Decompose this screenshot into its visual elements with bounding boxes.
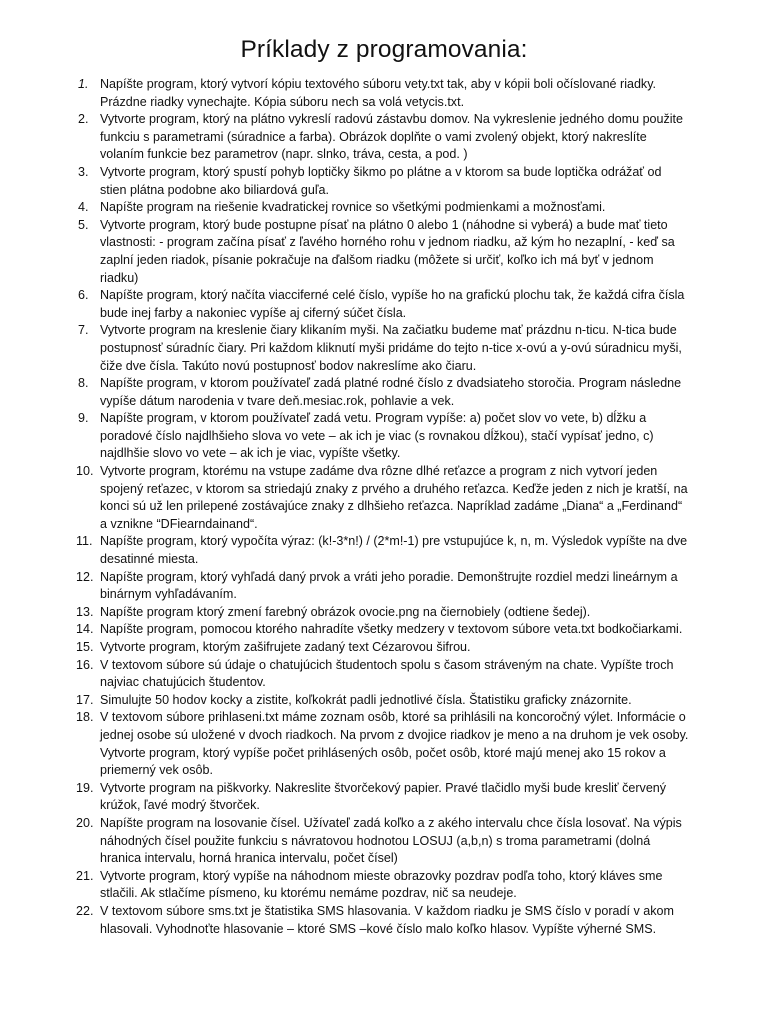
- exercise-item: [78, 199, 690, 217]
- exercise-item: [78, 322, 690, 375]
- exercise-number: 5.: [78, 217, 89, 232]
- exercise-item: [78, 287, 690, 322]
- exercise-text: Simulujte 50 hodov kocky a zistite, koľkokrát padli jednotlivé čísla. Štatistiku graficky znázornite.: [100, 692, 632, 707]
- exercise-item: [78, 657, 690, 692]
- exercise-text: Napíšte program, ktorý načíta viacciferné celé číslo, vypíše ho na grafickú plochu tak, že každá cifra čísla bude inej farby a nakoniec vypíše aj ciferný súčet čísla.: [100, 288, 685, 320]
- exercise-text: Napíšte program, ktorý vytvorí kópiu textového súboru vety.txt tak, aby v kópii boli očíslované riadky. Prázdne riadky vynechajte. Kópia súboru nech sa volá vetycis.txt.: [100, 77, 657, 109]
- exercise-number: 16.: [76, 657, 94, 672]
- exercise-text: Napíšte program na losovanie čísel. Užívateľ zadá koľko a z akého intervalu chce čísla losovať. Na výpis náhodných čísel použite funkciu s návratovou hodnotou LOSUJ (a,b,n) s troma parametrami (dolná hranica intervalu, horná hranica intervalu, počet čísel): [100, 815, 682, 866]
- exercise-number: 1.: [78, 77, 89, 91]
- exercise-item: [78, 375, 690, 410]
- exercise-item: [78, 621, 690, 639]
- exercise-number: 7.: [78, 323, 89, 338]
- exercise-item: [78, 604, 690, 622]
- exercise-item: [78, 692, 690, 710]
- exercise-text: V textovom súbore prihlaseni.txt máme zoznam osôb, ktoré sa prihlásili na koncoročný výlet. Informácie o jednej osobe sú uložené v dvoch riadkoch. Na prvom z dvojice riadkov je meno a na druhom je vek osoby. Vytvorte program, ktorý vypíše počet prihlásených osôb, počet osôb, ktoré majú menej ako 15 rokov a priemerný vek osôb.: [100, 710, 689, 778]
- exercise-number: 10.: [76, 464, 94, 479]
- exercise-text: Vytvorte program, ktorý vypíše na náhodnom mieste obrazovky pozdrav podľa toho, ktorý kláves sme stlačili. Ak stlačíme písmeno, ku ktorému nemáme pozdrav, nič sa neudeje.: [100, 868, 663, 901]
- exercise-number: 15.: [76, 640, 94, 654]
- exercise-item: [78, 164, 690, 199]
- exercise-text: Vytvorte program na piškvorky. Nakreslite štvorčekový papier. Pravé tlačidlo myši bude kresliť červený krúžok, ľavé modrý štvorček.: [100, 780, 667, 813]
- exercise-text: Vytvorte program, ktorý spustí pohyb loptičky šikmo po plátne a v ktorom sa bude loptička odrážať od stien plátna podobne ako biliardová guľa.: [100, 164, 662, 197]
- page-title: Príklady z programovania:: [240, 36, 528, 63]
- exercise-item: [78, 463, 690, 533]
- exercise-number: 21.: [76, 868, 94, 883]
- exercise-number: 2.: [78, 112, 89, 127]
- exercise-item: [78, 111, 690, 164]
- exercise-text: Vytvorte program na kreslenie čiary klikaním myši. Na začiatku budeme mať prázdnu n-ticu. N-tica bude postupnosť súradníc čiary. Pri každom kliknutí myši pridáme do tejto n-tice x-ovú a y-ovú súradnicu myši, čiže dve čísla. Takúto novú postupnosť bodov nakreslíme ako čiaru.: [100, 323, 682, 373]
- exercise-number: 4.: [78, 200, 89, 215]
- exercise-number: 3.: [78, 164, 89, 179]
- exercise-item: [78, 709, 690, 779]
- exercise-text: Vytvorte program, ktorý na plátno vykreslí radovú zástavbu domov. Na vykreslenie jedného domu použite funkciu s parametrami (súradnice a farba). Obrázok doplňte o vami zvolený objekt, ktorý nakreslíte volaním funkcie bez parametrov (napr. slnko, tráva, cesta, a pod. ): [100, 112, 684, 162]
- exercise-text: Napíšte program ktorý zmení farebný obrázok ovocie.png na čiernobiely (odtiene šedej).: [100, 604, 591, 619]
- exercise-item: [78, 217, 690, 287]
- exercise-number: 11.: [76, 534, 93, 549]
- exercise-text: Napíšte program na riešenie kvadratickej rovnice so všetkými podmienkami a možnosťami.: [100, 200, 606, 215]
- exercise-number: 12.: [76, 569, 94, 584]
- exercise-number: 20.: [76, 815, 94, 830]
- exercise-item: [78, 76, 690, 111]
- exercise-number: 8.: [78, 376, 89, 391]
- exercise-item: [78, 815, 690, 868]
- exercise-number: 17.: [76, 692, 94, 707]
- exercise-text: V textovom súbore sú údaje o chatujúcich študentoch spolu s časom stráveným na chate. Vypíšte troch najviac chatujúcich študentov.: [100, 657, 674, 690]
- exercise-item: [78, 780, 690, 815]
- exercise-text: Napíšte program, v ktorom používateľ zadá platné rodné číslo z dvadsiateho storočia. Program následne vypíše dátum narodenia v tvare deň.mesiac.rok, pohlavie a vek.: [100, 376, 682, 408]
- exercise-text: Vytvorte program, ktorý bude postupne písať na plátno 0 alebo 1 (náhodne si vyberá) a bude mať tieto vlastnosti: - program začína písať z ľavého horného rohu v jednom riadku, až kým ho nezaplní, - keď sa zaplní jeden riadok, písanie pokračuje na ďalšom riadku (môžete si určiť, koľko ich má byť v jednom riadku): [100, 217, 675, 285]
- exercise-text: Napíšte program, ktorý vyhľadá daný prvok a vráti jeho poradie. Demonštrujte rozdiel medzi lineárnym a binárnym vyhľadávaním.: [100, 569, 678, 602]
- exercise-list: [78, 76, 690, 938]
- exercise-number: 9.: [78, 411, 89, 426]
- exercise-item: [78, 639, 690, 657]
- exercise-text: Vytvorte program, ktorým zašifrujete zadaný text Cézarovou šifrou.: [100, 640, 471, 654]
- exercise-item: [78, 569, 690, 604]
- exercise-number: 6.: [78, 288, 89, 303]
- exercise-text: Vytvorte program, ktorému na vstupe zadáme dva rôzne dlhé reťazce a program z nich vytvorí jeden spojený reťazec, v ktorom sa striedajú znaky z prvého a druhého reťazca. Keďže jeden z nich je kratší, na konci sú už len prilepené zostávajúce znaky z dlhšieho reťazca. Napríklad zadáme „Diana“ a „Ferdinand“ a vznikne “DFiearndainand“.: [100, 464, 688, 531]
- exercise-number: 19.: [76, 780, 94, 795]
- exercise-number: 18.: [76, 710, 94, 725]
- exercise-item: [78, 903, 690, 938]
- exercise-number: 13.: [76, 604, 94, 619]
- exercise-item: [78, 868, 690, 903]
- exercise-item: [78, 533, 690, 568]
- exercise-text: Napíšte program, pomocou ktorého nahradíte všetky medzery v textovom súbore veta.txt bodkočiarkami.: [100, 622, 683, 637]
- exercise-number: 14.: [76, 622, 94, 637]
- exercise-text: Napíšte program, v ktorom používateľ zadá vetu. Program vypíše: a) počet slov vo vete, b) dĺžku a poradové číslo najdlhšieho slova vo vete – ak ich je viac (s rovnakou dĺžkou), stačí vypísať jedno, c) najdlhšie slovo vo vete – ak ich je viac, vypíšte všetky.: [100, 411, 654, 461]
- exercise-text: V textovom súbore sms.txt je štatistika SMS hlasovania. V každom riadku je SMS číslo v poradí v akom hlasovali. Vyhodnoťte hlasovanie – ktoré SMS –kové číslo malo koľko hlasov. Vypíšte výherné SMS.: [100, 903, 674, 936]
- exercise-number: 22.: [76, 903, 94, 918]
- exercise-item: [78, 410, 690, 463]
- exercise-text: Napíšte program, ktorý vypočíta výraz: (k!-3*n!) / (2*m!-1) pre vstupujúce k, n, m. Výsledok vypíšte na dve desatinné miesta.: [100, 534, 688, 567]
